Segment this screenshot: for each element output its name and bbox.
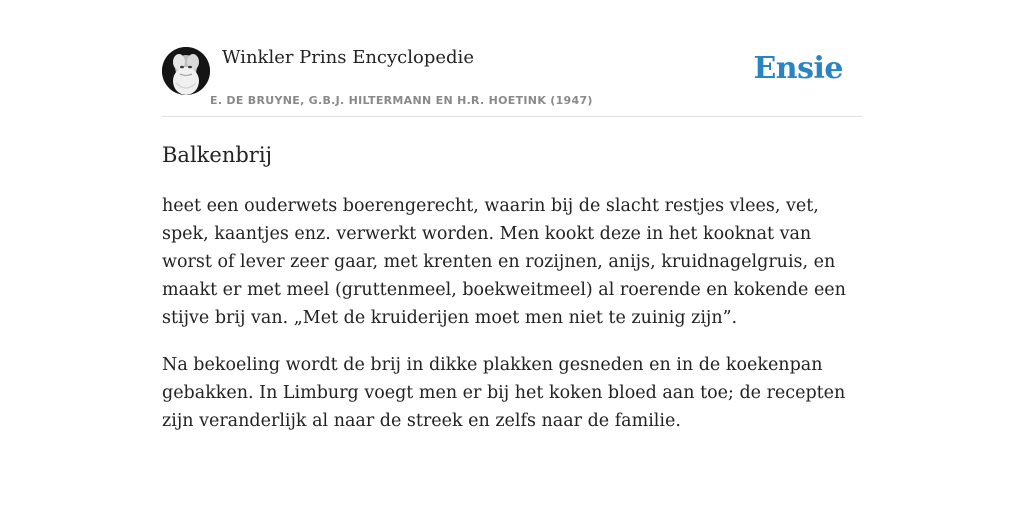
portrait-avatar-icon[interactable] xyxy=(162,47,210,95)
entry-paragraph-1: heet een ouderwets boerengerecht, waarin bij de slacht restjes vlees, vet, spek, kaantjes enz. verwerkt worden. Men kookt deze in het kooknat van worst of lever zeer gaar, met krenten en rozijnen, anijs, kruidnagelgruis, en maakt er met meel (gruttenmeel, boekweitmeel) al roerende en kokende een stijve brij van. „Met de kruiderijen moet men niet te zuinig zijn”. xyxy=(162,196,846,328)
source-header xyxy=(162,0,862,117)
source-authors: E. DE BRUYNE, G.B.J. HILTERMANN EN H.R. HOETINK (1947) xyxy=(210,94,593,107)
page-container xyxy=(162,0,862,431)
entry-body xyxy=(162,192,862,454)
entry-title: Balkenbrij xyxy=(162,143,273,167)
entry-paragraph-2: Na bekoeling wordt de brij in dikke plakken gesneden en in de koekenpan gebakken. In Limburg voegt men er bij het koken bloed aan toe; de recepten zijn veranderlijk al naar de streek en zelfs naar de familie. xyxy=(162,355,846,431)
brand-logo-link[interactable]: Ensie xyxy=(753,51,843,86)
source-title[interactable]: Winkler Prins Encyclopedie xyxy=(222,47,474,68)
